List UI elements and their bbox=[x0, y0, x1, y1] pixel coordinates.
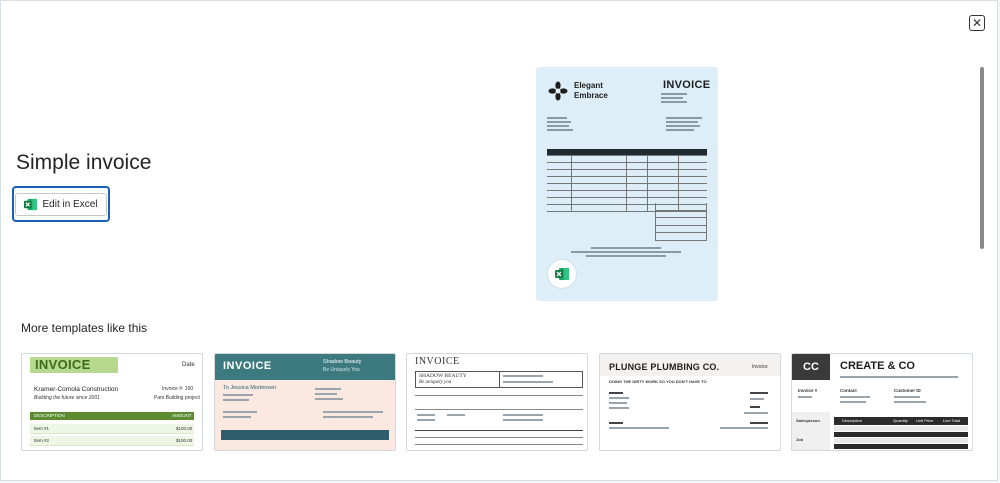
card-amount-label: AMOUNT bbox=[172, 413, 192, 418]
edit-button-label: Edit in Excel bbox=[42, 198, 98, 210]
template-card-grey-invoice[interactable] bbox=[406, 353, 588, 451]
card-to-label: To Jessica Mortensen bbox=[223, 385, 277, 391]
excel-icon bbox=[555, 267, 569, 281]
card-heading: CREATE & CO bbox=[840, 360, 915, 372]
flower-logo-icon bbox=[548, 81, 568, 101]
template-card-green-invoice[interactable] bbox=[21, 353, 203, 451]
close-button[interactable] bbox=[969, 15, 985, 31]
preview-excel-badge bbox=[548, 260, 576, 288]
card-label-job: Job bbox=[796, 437, 804, 442]
card-row-label: Item #1 bbox=[34, 426, 50, 431]
card-col-quantity: Quantity bbox=[893, 418, 908, 423]
preview-company-name: Elegant Embrace bbox=[574, 81, 608, 100]
card-project: Pam Building project bbox=[154, 395, 200, 401]
preview-totals bbox=[655, 203, 707, 241]
card-col-total: Line Total bbox=[943, 418, 961, 423]
template-card-plumbing-invoice[interactable] bbox=[599, 353, 781, 451]
card-tagline: Building the future since 2001 bbox=[34, 395, 100, 401]
close-icon: ✕ bbox=[971, 16, 983, 30]
preview-invoice-title: INVOICE bbox=[663, 79, 711, 91]
excel-icon bbox=[24, 198, 37, 211]
template-card-teal-invoice[interactable] bbox=[214, 353, 396, 451]
card-col-description: Description bbox=[842, 418, 863, 423]
card-row-amount: $100.00 bbox=[176, 438, 193, 443]
edit-in-excel-button[interactable] bbox=[12, 186, 110, 222]
card-company: SHADOW BEAUTY bbox=[419, 373, 467, 379]
card-brand: Shadow Beauty bbox=[323, 359, 362, 365]
card-badge: CC bbox=[792, 354, 830, 380]
card-col-unit: Unit Price bbox=[916, 418, 934, 423]
template-title: Simple invoice bbox=[16, 151, 152, 174]
card-invoice-label: Invoice bbox=[752, 364, 768, 370]
card-tagline: Be uniquely you bbox=[419, 380, 452, 385]
card-brand-sub: Be Uniquely You bbox=[323, 367, 360, 373]
card-company: Kramer-Comola Construction bbox=[34, 386, 119, 393]
card-desc-label: DESCRIPTION bbox=[34, 413, 65, 418]
card-date-label: Date bbox=[182, 362, 195, 368]
scrollbar-thumb[interactable] bbox=[980, 67, 984, 249]
template-preview bbox=[536, 67, 718, 301]
card-col-invoice: Invoice # bbox=[798, 388, 818, 393]
card-heading: INVOICE bbox=[35, 357, 91, 372]
card-row-amount: $100.00 bbox=[176, 426, 193, 431]
card-label-salesperson: Salesperson bbox=[796, 418, 820, 423]
card-heading: INVOICE bbox=[223, 360, 272, 372]
card-heading: INVOICE bbox=[415, 356, 460, 367]
card-col-customer: Customer ID bbox=[894, 388, 921, 393]
more-templates-heading: More templates like this bbox=[21, 321, 148, 335]
card-invoice-no: Invoice #: 100 bbox=[162, 386, 194, 392]
preview-footer bbox=[566, 245, 686, 259]
template-card-create-co-invoice[interactable] bbox=[791, 353, 973, 451]
card-tagline: DOING THE DIRTY WORK SO YOU DON'T HAVE TO bbox=[609, 379, 707, 384]
card-col-contact: Contact bbox=[840, 388, 857, 393]
card-heading: PLUNGE PLUMBING CO. bbox=[609, 362, 720, 372]
card-row-label: Item #2 bbox=[34, 438, 50, 443]
